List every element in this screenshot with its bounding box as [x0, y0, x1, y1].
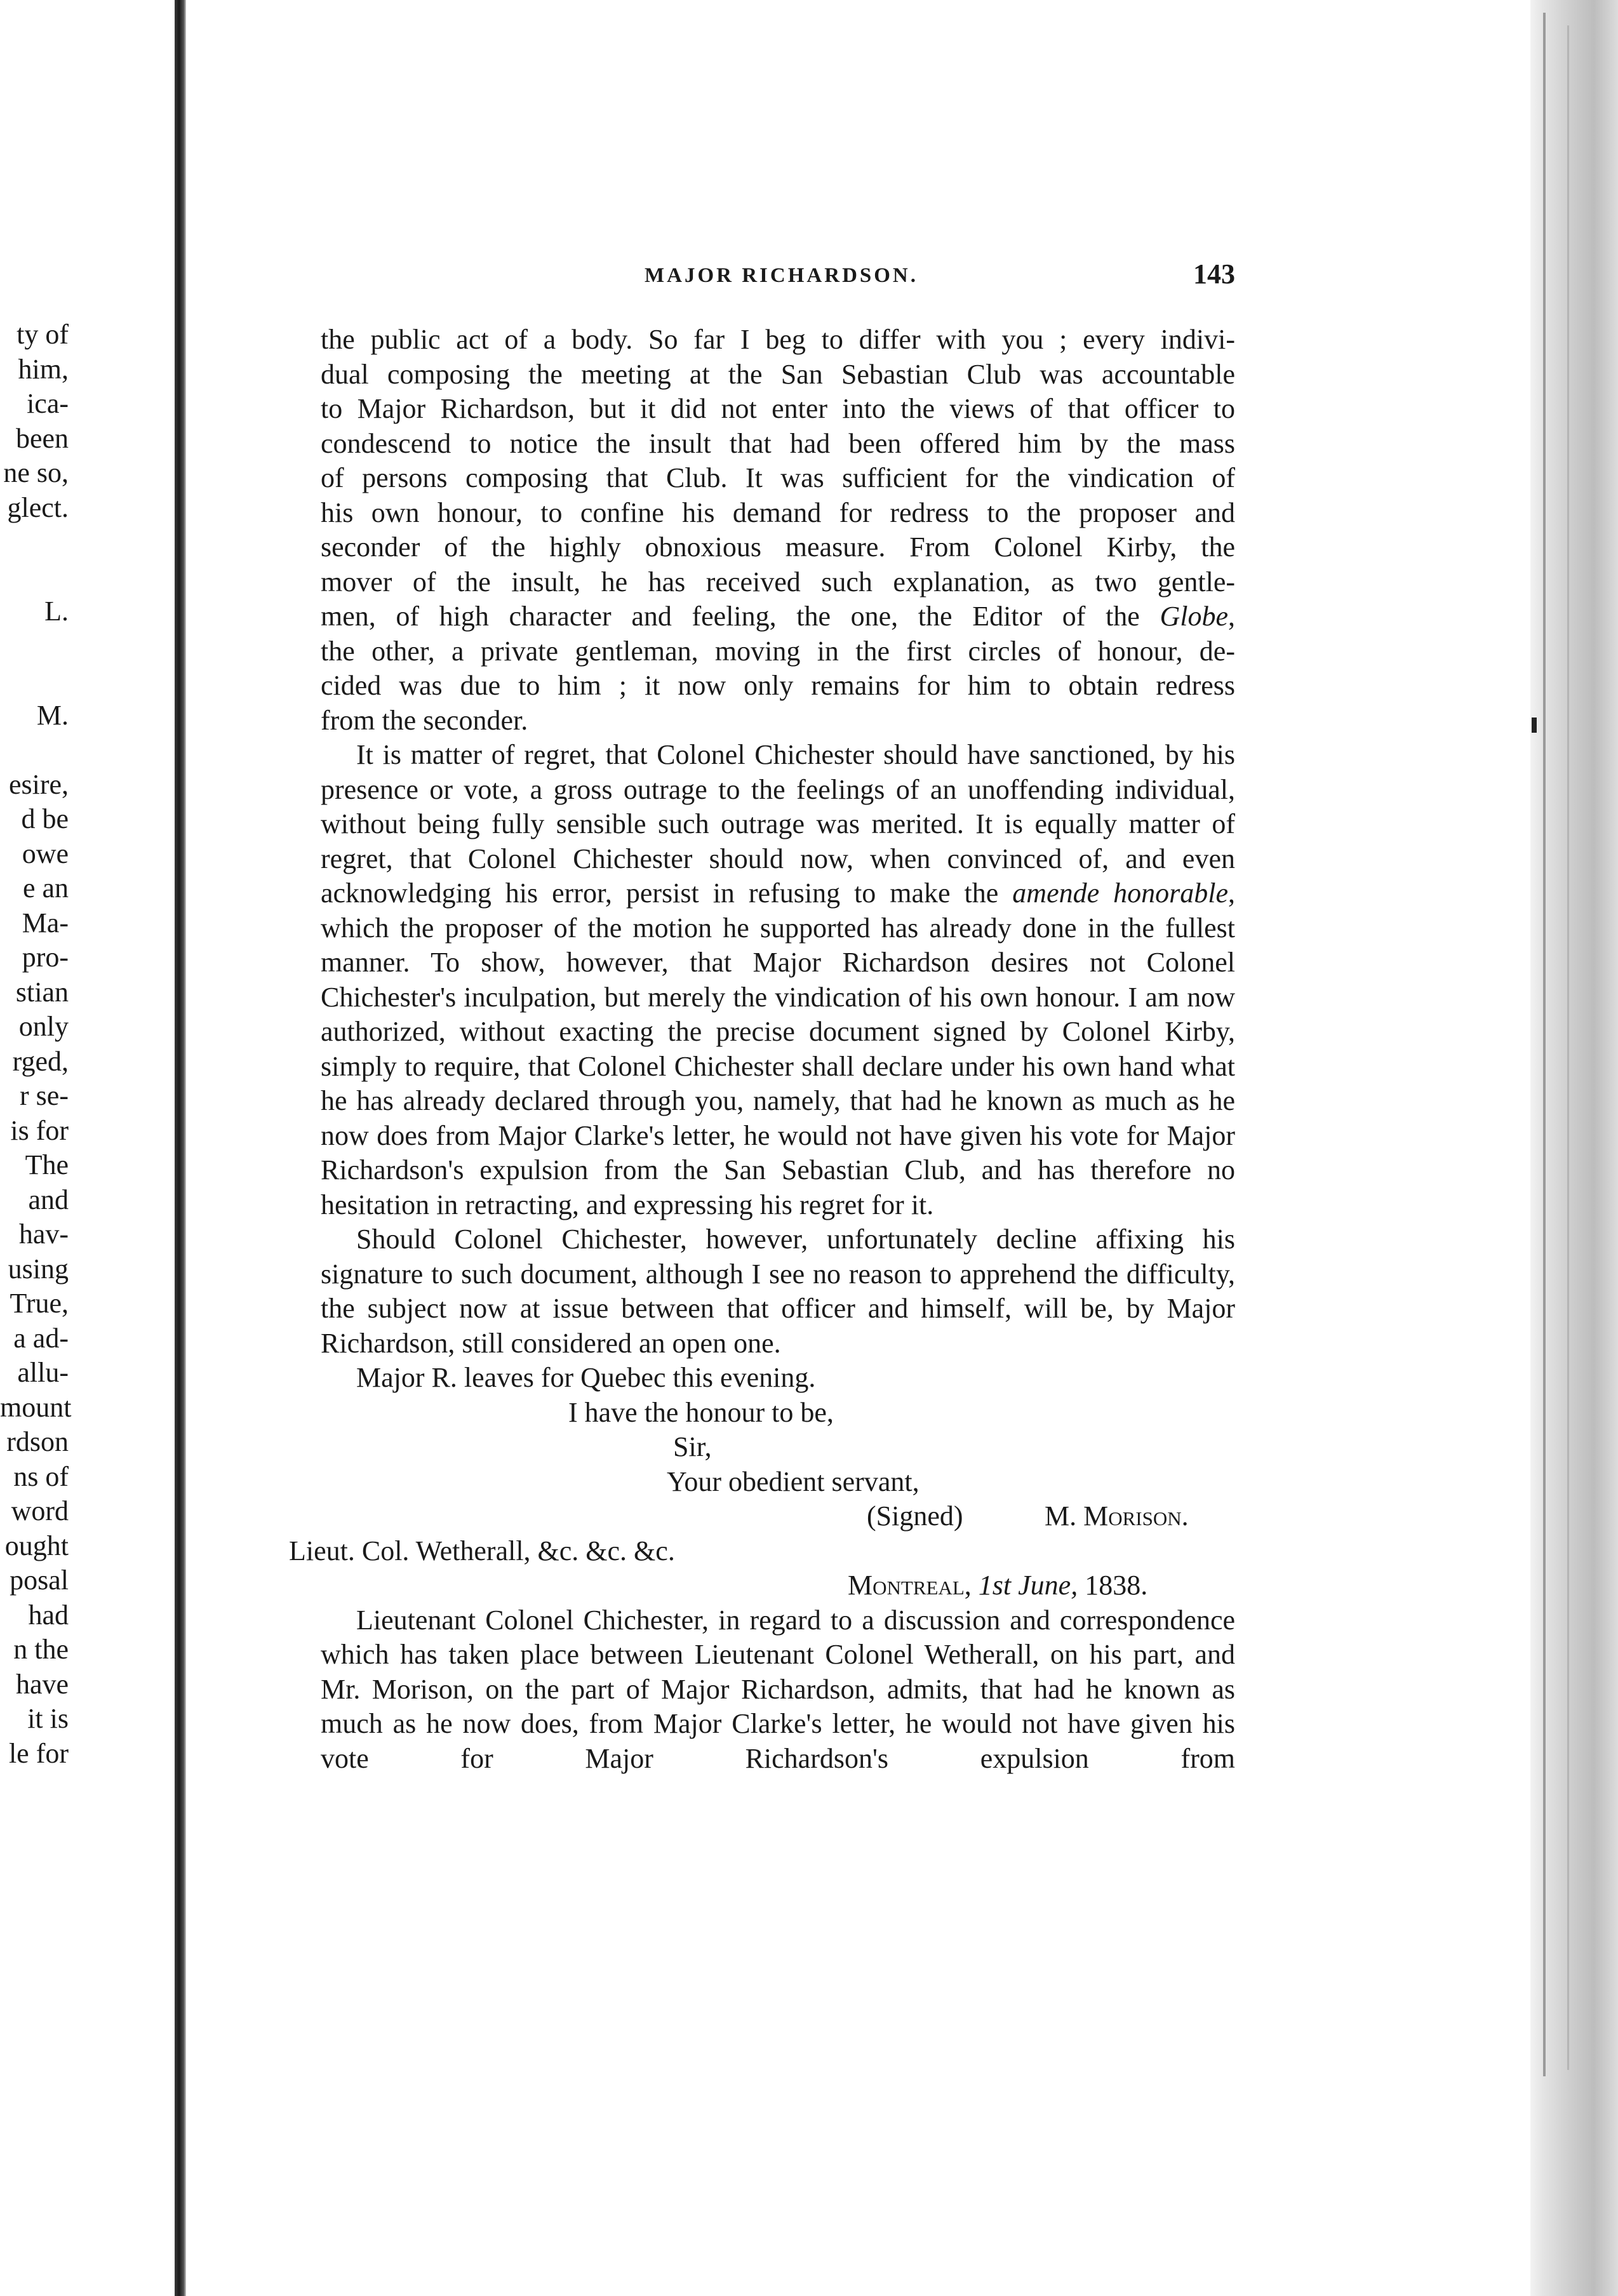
- fragment-line: e an: [22, 872, 69, 904]
- text-line: seconder of the highly obnoxious measure. From Colonel Kirby, the: [321, 531, 1235, 563]
- body-text: [289, 323, 1235, 1776]
- paragraph-2: [321, 738, 1235, 1222]
- fragment-line: [0, 525, 69, 560]
- page-edge-line: [1543, 13, 1546, 2076]
- dateline-day: 1st June,: [971, 1570, 1078, 1601]
- fragment-line: owe: [22, 838, 69, 869]
- text-line: of persons composing that Club. It was sufficient for the vindication of: [321, 462, 1235, 493]
- closing-line-2: [321, 1430, 1235, 1465]
- signature-line: [321, 1499, 1235, 1534]
- paragraph-4: Major R. leaves for Quebec this evening.: [356, 1362, 816, 1393]
- closing-text: Your obedient servant,: [667, 1465, 919, 1497]
- page-number: 143: [1193, 258, 1235, 290]
- text-line: to Major Richardson, but it did not enter into the views of that officer to: [321, 393, 1235, 424]
- text-span: men, of high character and feeling, the one, the Editor of the: [321, 601, 1160, 632]
- running-header: [321, 260, 1235, 298]
- fragment-line: him,: [18, 353, 69, 385]
- paragraph-5: Lieutenant Colonel Chichester, in regard to a discussion and correspondence which has taken place between Lieutenant Colonel Wetherall, on his part, and Mr. Morison, on the part of Major Richardson, admits, that had he known as much as he now does, from Major Clarke's letter, he would not have given his vote for Major Richardson's expulsion from: [321, 1604, 1235, 1774]
- fragment-line: word: [11, 1495, 69, 1526]
- page-edge-line: [1567, 25, 1569, 2070]
- fragment-line: L.: [44, 596, 69, 627]
- running-title: MAJOR RICHARDSON.: [645, 264, 918, 287]
- fragment-line: d be: [21, 803, 69, 834]
- closing-line-1: [321, 1396, 1235, 1431]
- fragment-line: posal: [10, 1565, 69, 1596]
- text-line: dual composing the meeting at the San Sebastian Club was accountable: [321, 358, 1235, 390]
- fragment-line: ty of: [17, 319, 69, 350]
- closing-line-3: [321, 1465, 1235, 1500]
- addressee: Lieut. Col. Wetherall, &c. &c. &c.: [289, 1535, 675, 1566]
- text-span: ,: [1228, 601, 1235, 632]
- fragment-line: allu-: [17, 1357, 69, 1388]
- page-edge-mark: [1532, 718, 1537, 733]
- fragment-line: using: [8, 1253, 69, 1285]
- fragment-line: is for: [10, 1114, 69, 1146]
- text-span: It is matter of regret, that Colonel Chichester should have sanctioned, by his presence or vote, a gross outrage to the feelings of an unoffending individual, without being fully sensible such outrage was merited. It is equally matter of regret, that Colonel Chichester should now, when convinced of, and even acknowledging his error, persist in refusing to make the: [321, 739, 1235, 909]
- fragment-line: ica-: [27, 388, 69, 419]
- signer-name: M. Morison.: [1045, 1500, 1189, 1532]
- dateline-text: [848, 1568, 1147, 1603]
- fragment-line: ns of: [13, 1460, 69, 1492]
- text-line: mover of the insult, he has received such explanation, as two gentle-: [321, 566, 1235, 597]
- text-line: [321, 599, 1235, 634]
- text-line: cided was due to him ; it now only remains for him to obtain redress: [321, 670, 1235, 701]
- closing-text: I have the honour to be,: [568, 1396, 834, 1428]
- fragment-line: True,: [10, 1288, 69, 1319]
- fragment-line: Ma-: [22, 907, 69, 938]
- italic-phrase: amende honorable: [1012, 878, 1228, 909]
- fragment-line: pro-: [22, 942, 69, 973]
- fragment-line: hav-: [18, 1218, 69, 1250]
- text-line: the public act of a body. So far I beg to differ with you ; every indivi-: [321, 324, 1235, 355]
- fragment-line: esire,: [8, 768, 69, 800]
- fragment-line: ought: [4, 1530, 69, 1561]
- italic-title: Globe: [1160, 601, 1228, 632]
- fragment-line: rged,: [12, 1045, 69, 1077]
- fragment-line: [0, 664, 69, 698]
- paragraph-1: [321, 323, 1235, 738]
- fragment-line: rdson: [6, 1426, 69, 1457]
- dateline-place: Montreal,: [848, 1570, 972, 1601]
- fragment-line: only: [18, 1011, 69, 1042]
- closing-text: Sir,: [673, 1431, 712, 1462]
- paragraph-3: Should Colonel Chichester, however, unfortunately decline affixing his signature to such document, although I see no reason to apprehend the difficulty, the subject now at issue between that officer and himself, will be, by Major Richardson, still considered an open one.: [321, 1224, 1235, 1359]
- fragment-line: a ad-: [13, 1322, 69, 1354]
- fragment-line: and: [28, 1184, 69, 1215]
- fragment-line: have: [15, 1668, 69, 1700]
- fragment-line: been: [15, 422, 69, 454]
- fragment-line: mount: [0, 1391, 72, 1423]
- fragment-line: ne so,: [3, 457, 69, 488]
- fragment-line: [0, 629, 69, 664]
- fragment-line: [0, 733, 69, 768]
- fragment-line: The: [25, 1149, 69, 1180]
- dateline: [321, 1568, 1235, 1603]
- fragment-line: stian: [15, 976, 69, 1008]
- addressee-line: [289, 1534, 1235, 1569]
- book-gutter: [175, 0, 186, 2296]
- signed-label: (Signed): [867, 1500, 963, 1532]
- fragment-line: M.: [36, 699, 69, 731]
- text-span: , which the proposer of the motion he supported has already done in the fullest manner. To show, however, that Major Richardson desires not Colonel Chichester's inculpation, but merely the vindication of his own honour. I am now authorized, without exacting the precise document signed by Colonel Kirby, simply to require, that Colonel Chichester shall declare under his own hand what he has already declared through you, namely, that had he known as much as he now does from Major Clarke's letter, he would not have given his vote for Major Richardson's expulsion from the San Sebastian Club, and has therefore no hesitation in retracting, and expressing his regret for it.: [321, 878, 1235, 1220]
- text-line: the other, a private gentleman, moving in the first circles of honour, de-: [321, 635, 1235, 667]
- fragment-line: had: [28, 1599, 69, 1631]
- fragment-line: [0, 560, 69, 595]
- fragment-line: r se-: [20, 1080, 69, 1111]
- fragment-line: n the: [13, 1634, 69, 1665]
- text-line: his own honour, to confine his demand for redress to the proposer and: [321, 497, 1235, 528]
- text-line: condescend to notice the insult that had been offered him by the mass: [321, 427, 1235, 459]
- fragment-line: glect.: [7, 491, 69, 523]
- fragment-line: le for: [8, 1737, 69, 1769]
- left-page-fragment: [0, 317, 72, 1771]
- text-line: from the seconder.: [321, 704, 528, 736]
- dateline-year: 1838.: [1078, 1570, 1148, 1601]
- fragment-line: it is: [27, 1703, 69, 1734]
